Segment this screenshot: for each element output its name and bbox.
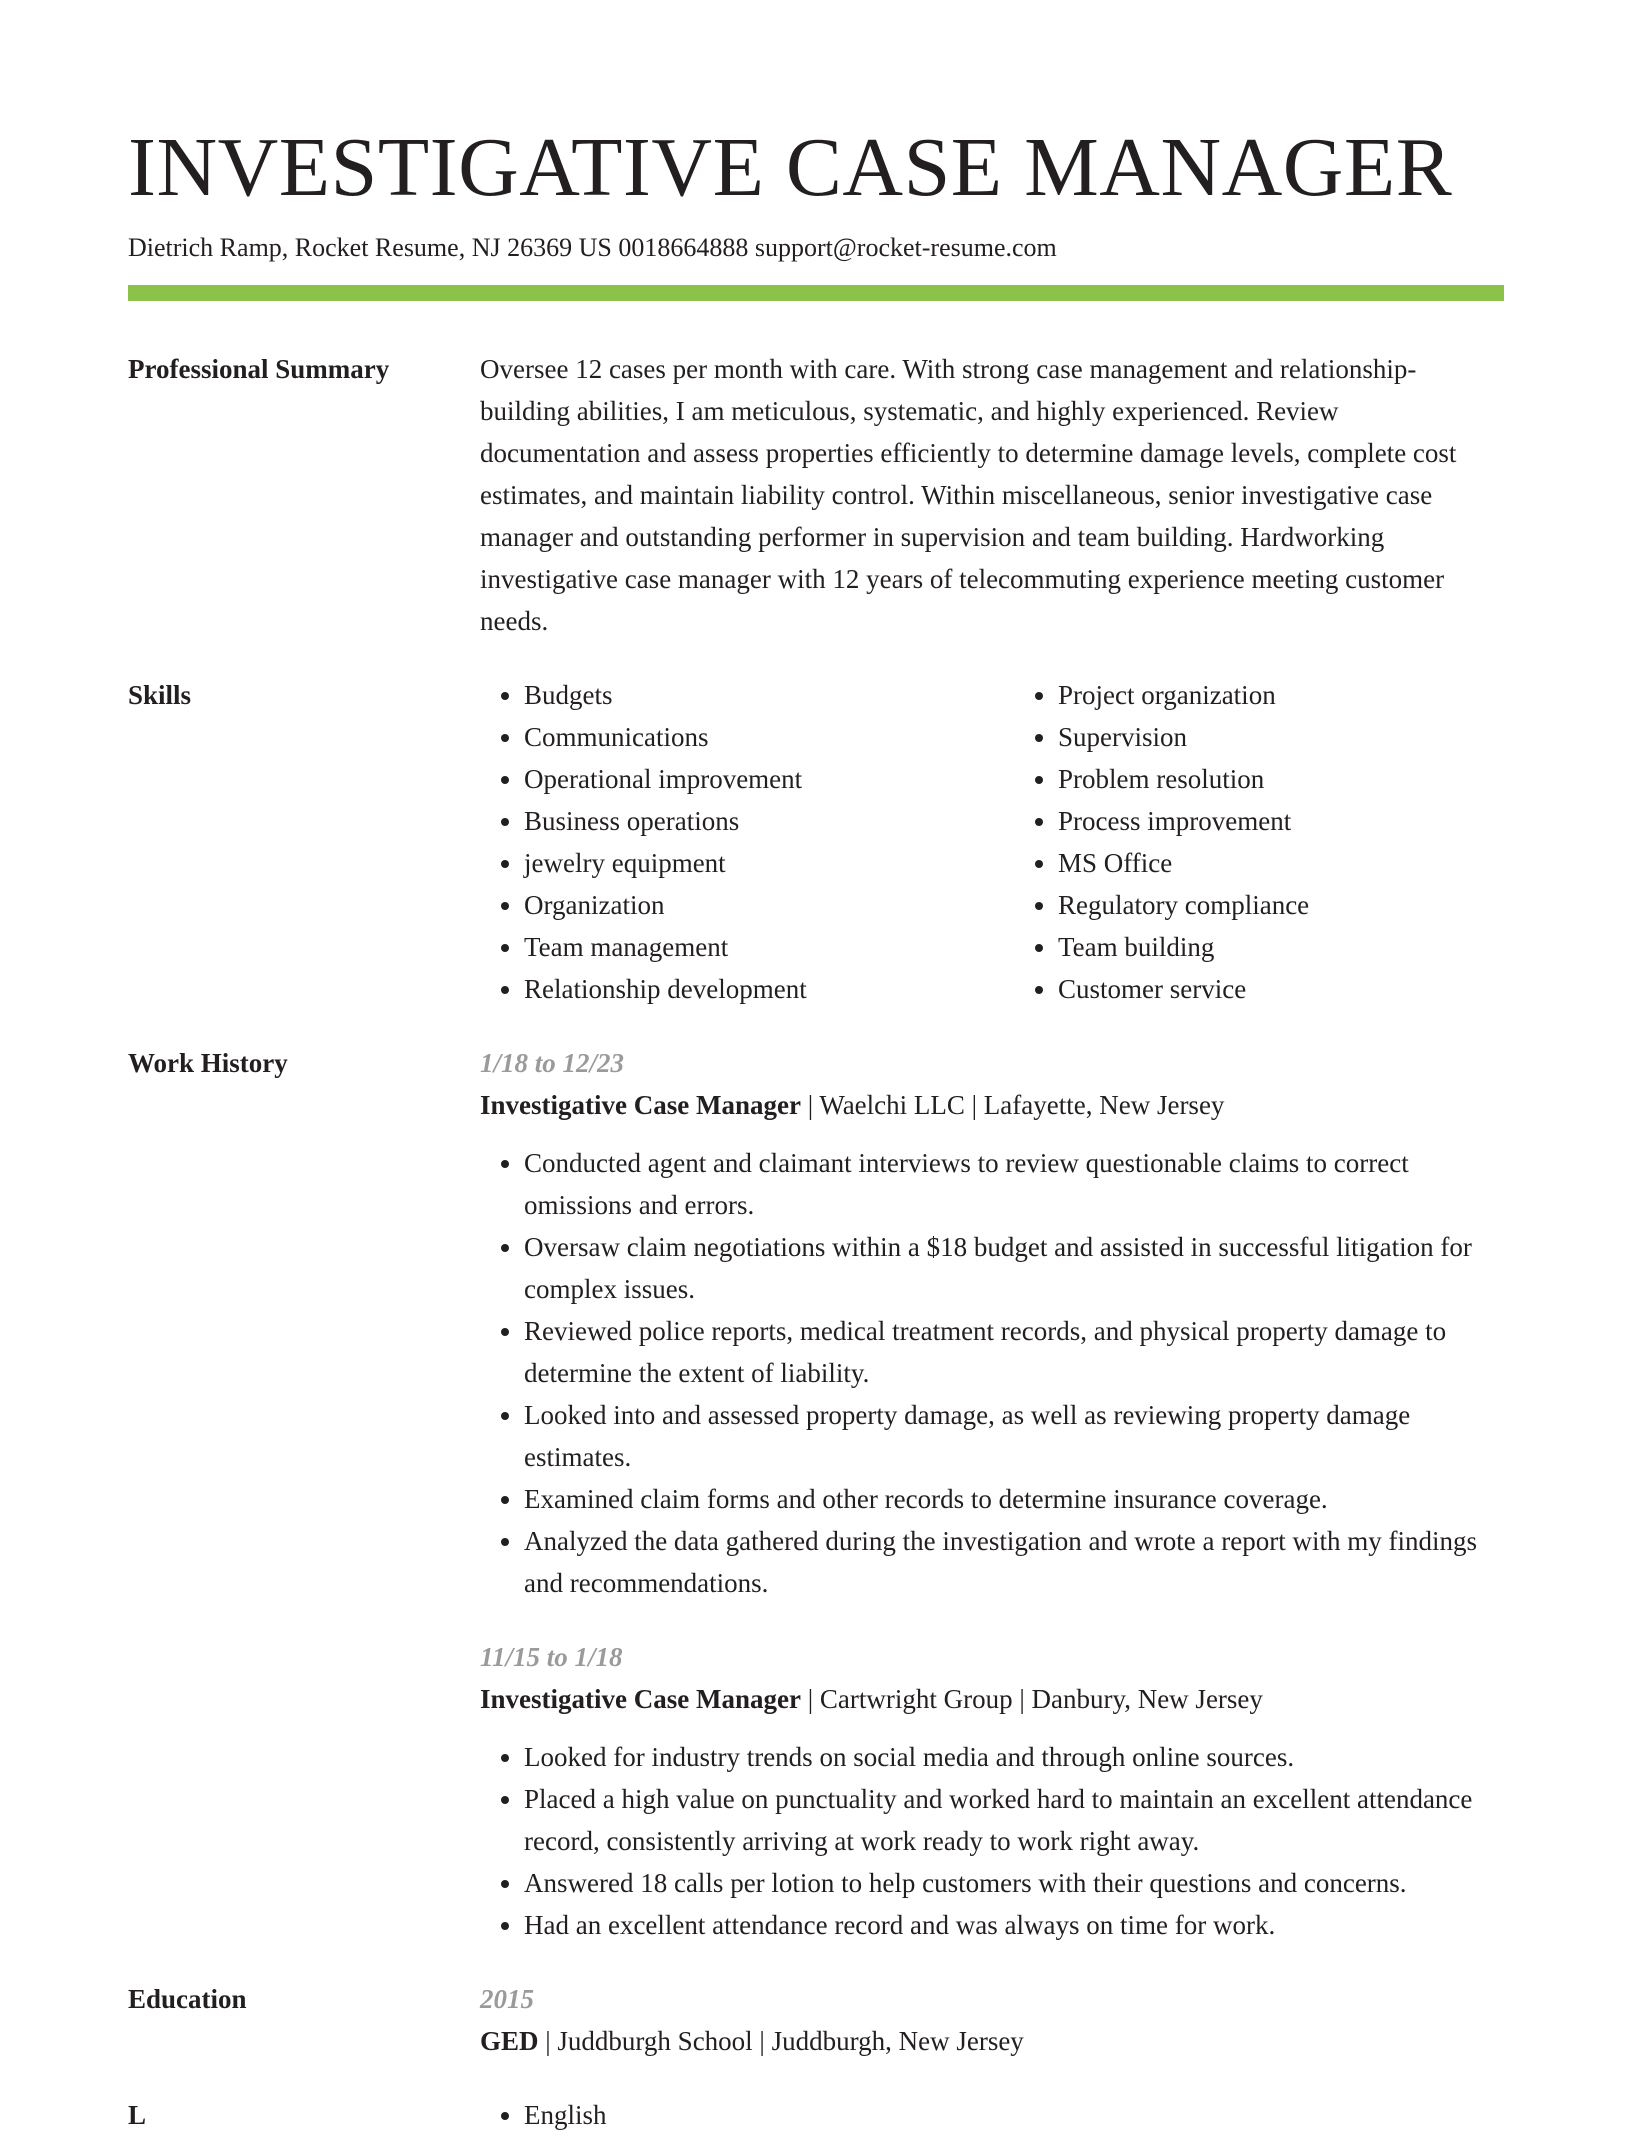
job-entry bbox=[480, 1636, 1504, 1946]
job-employer-location: | Cartwright Group | Danbury, New Jersey bbox=[800, 1684, 1263, 1714]
job-duty: • Answered 18 calls per lotion to help customers with their questions and concerns. bbox=[524, 1862, 1504, 1904]
work-history-heading: Work History bbox=[128, 1048, 288, 1078]
education-body bbox=[480, 1978, 1504, 2078]
job-duty: • Oversaw claim negotiations within a $18 budget and assisted in successful litigation for complex issues. bbox=[524, 1226, 1504, 1310]
skill-item: • Organization bbox=[524, 884, 970, 926]
job-duty: • Examined claim forms and other records to determine insurance coverage. bbox=[524, 1478, 1504, 1520]
skill-item: • Communications bbox=[524, 716, 970, 758]
skills-heading: Skills bbox=[128, 680, 192, 710]
skill-item: • Process improvement bbox=[1058, 800, 1504, 842]
skills-columns bbox=[480, 674, 1504, 1010]
skill-item: • Business operations bbox=[524, 800, 970, 842]
summary-text: Oversee 12 cases per month with care. With strong case management and relationship-building abilities, I am meticulous, systematic, and highly experienced. Review documentation and assess properties efficiently to determine damage levels, complete cost estimates, and maintain liability control. Within miscellaneous, senior investigative case manager and outstanding performer in supervision and team building. Hardworking investigative case manager with 12 years of telecommuting experience meeting customer needs. bbox=[480, 354, 1457, 636]
summary-heading: Professional Summary bbox=[128, 354, 390, 384]
job-title: Investigative Case Manager bbox=[480, 1090, 801, 1120]
skill-item: • Team building bbox=[1058, 926, 1504, 968]
skill-item: • Regulatory compliance bbox=[1058, 884, 1504, 926]
skill-item: • Customer service bbox=[1058, 968, 1504, 1010]
work-history-body bbox=[480, 1042, 1504, 1946]
skill-item: • Relationship development bbox=[524, 968, 970, 1010]
contact-phone: 0018664888 bbox=[618, 233, 749, 262]
job-heading bbox=[480, 1084, 1504, 1126]
languages-body bbox=[480, 2094, 1504, 2136]
skill-item: • Team management bbox=[524, 926, 970, 968]
job-dates: 11/15 to 1/18 bbox=[480, 1642, 623, 1672]
job-duties-list bbox=[480, 1142, 1504, 1604]
job-employer-location: | Waelchi LLC | Lafayette, New Jersey bbox=[800, 1090, 1225, 1120]
skill-item: • jewelry equipment bbox=[524, 842, 970, 884]
education-degree: GED bbox=[480, 2026, 539, 2056]
job-duty: • Conducted agent and claimant interviews to review questionable claims to correct omissions and errors. bbox=[524, 1142, 1504, 1226]
contact-line bbox=[128, 230, 1057, 266]
job-duty: • Had an excellent attendance record and was always on time for work. bbox=[524, 1904, 1504, 1946]
languages-list bbox=[480, 2094, 1504, 2136]
job-duty: • Reviewed police reports, medical treatment records, and physical property damage to determine the extent of liability. bbox=[524, 1310, 1504, 1394]
summary-body bbox=[480, 348, 1504, 642]
job-entry bbox=[480, 1042, 1504, 1604]
header-divider bbox=[128, 285, 1504, 301]
job-duties-list bbox=[480, 1736, 1504, 1946]
job-heading bbox=[480, 1678, 1504, 1720]
skill-item: • Project organization bbox=[1058, 674, 1504, 716]
skill-item: • Budgets bbox=[524, 674, 970, 716]
job-duty: • Looked for industry trends on social media and through online sources. bbox=[524, 1736, 1504, 1778]
resume-title: INVESTIGATIVE CASE MANAGER bbox=[128, 121, 1453, 214]
languages-heading: L bbox=[128, 2100, 147, 2130]
job-duty: • Looked into and assessed property damage, as well as reviewing property damage estimates. bbox=[524, 1394, 1504, 1478]
education-school-location: | Juddburgh School | Juddburgh, New Jersey bbox=[538, 2026, 1024, 2056]
job-duty: • Analyzed the data gathered during the investigation and wrote a report with my findings and recommendations. bbox=[524, 1520, 1504, 1604]
language-item: • English bbox=[524, 2094, 1504, 2136]
skills-body bbox=[480, 674, 1504, 1010]
job-duty: • Placed a high value on punctuality and worked hard to maintain an excellent attendance record, consistently arriving at work ready to work right away. bbox=[524, 1778, 1504, 1862]
skill-item: • Supervision bbox=[1058, 716, 1504, 758]
contact-address: Dietrich Ramp, Rocket Resume, NJ 26369 US bbox=[128, 233, 612, 262]
skill-item: • MS Office bbox=[1058, 842, 1504, 884]
contact-email[interactable]: support@rocket-resume.com bbox=[754, 233, 1057, 262]
skills-list-right bbox=[1014, 674, 1504, 1010]
skill-item: • Operational improvement bbox=[524, 758, 970, 800]
skill-item: • Problem resolution bbox=[1058, 758, 1504, 800]
education-heading: Education bbox=[128, 1984, 247, 2014]
job-title: Investigative Case Manager bbox=[480, 1684, 801, 1714]
job-dates: 1/18 to 12/23 bbox=[480, 1048, 625, 1078]
skills-list-left bbox=[480, 674, 970, 1010]
education-year: 2015 bbox=[480, 1984, 534, 2014]
education-line bbox=[480, 2020, 1504, 2062]
